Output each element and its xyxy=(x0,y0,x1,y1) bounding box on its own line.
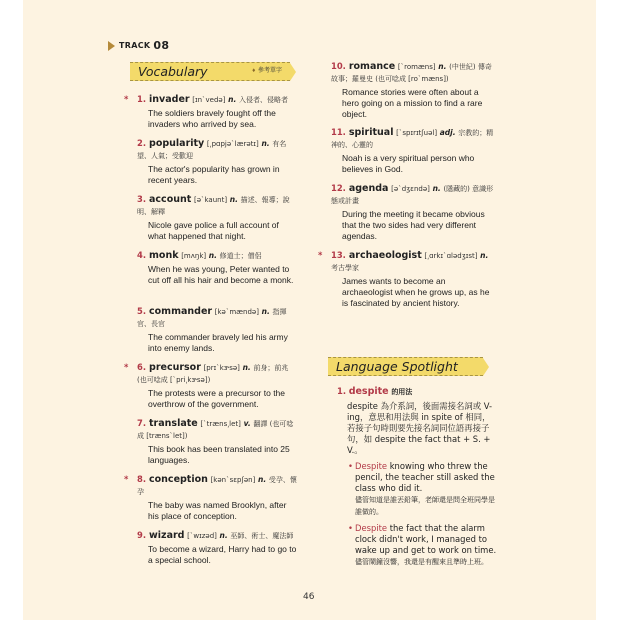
vocab-ipa: [mʌŋk] xyxy=(181,252,207,260)
star-marker: * xyxy=(318,250,323,260)
vocab-word: invader xyxy=(149,94,190,105)
vocab-word: commander xyxy=(149,306,213,317)
vocab-gloss: 巫師、術士、魔法師 xyxy=(230,532,294,540)
spotlight-block xyxy=(337,386,497,568)
page-number: 46 xyxy=(303,592,315,602)
vocab-sentence: Romance stories were often about a hero going on a mission to find a rare object. xyxy=(342,87,483,119)
vocab-word: wizard xyxy=(149,530,185,541)
vocab-sentence: Noah is a very spiritual person who believes in God. xyxy=(342,153,475,174)
vocab-entry-head xyxy=(318,250,496,274)
vocab-number: 6. xyxy=(137,362,147,372)
vocab-entry-head xyxy=(137,138,297,162)
vocab-sentence: When he was young, Peter wanted to cut off all his hair and become a monk. xyxy=(148,264,294,285)
star-marker: * xyxy=(124,362,129,372)
spotlight-keyword-suffix: 的用法 xyxy=(391,388,413,396)
vocab-sentence: The baby was named Brooklyn, after his place of conception. xyxy=(148,500,287,521)
vocab-sentence: The actor's popularity has grown in recent years. xyxy=(148,164,280,185)
language-spotlight-header xyxy=(328,357,483,376)
vocab-entry xyxy=(137,418,297,466)
vocab-number: 13. xyxy=(331,250,346,260)
vocab-ipa: [kəˋmændə] xyxy=(214,308,259,316)
vocab-entry xyxy=(331,61,496,120)
vocab-word: account xyxy=(149,194,192,205)
vocab-pos: n. xyxy=(432,184,441,193)
vocab-entry xyxy=(318,250,496,309)
vocab-sentence: Nicole gave police a full account of what happened that night. xyxy=(148,220,279,241)
vocab-entry-head xyxy=(124,474,297,498)
spotlight-example-text: the fact that the alarm clock didn't work, I managed to wake up and get to work on time. xyxy=(355,523,497,555)
vocab-entry-head xyxy=(331,127,496,151)
vocab-word: romance xyxy=(348,61,396,72)
spotlight-example-keyword: Despite xyxy=(355,523,388,533)
track-label xyxy=(108,39,169,52)
spotlight-heading xyxy=(337,386,497,398)
vocab-gloss: (隱藏的) 意識形態或計畫 xyxy=(331,185,494,205)
vocab-entry xyxy=(137,530,297,566)
vocab-pos: n. xyxy=(261,307,270,316)
vocab-number: 11. xyxy=(331,127,346,137)
vocab-gloss: 受孕、懷孕 xyxy=(137,476,297,496)
vocab-ipa: [ˋwɪzəd] xyxy=(187,532,217,540)
vocab-entry-head xyxy=(331,61,496,85)
vocab-number: 1. xyxy=(137,94,147,104)
spotlight-keyword: despite xyxy=(348,386,389,397)
vocab-sentence: James wants to become an archaeologist when he grows up, as he is fascinated by ancient history. xyxy=(342,276,490,308)
spotlight-number: 1. xyxy=(337,386,347,396)
vocab-ipa: [əˋdʒɛndə] xyxy=(391,185,430,193)
vocab-pos: n. xyxy=(438,62,447,71)
vocab-gloss: 修道士；僧侶 xyxy=(219,252,262,260)
vocab-entry xyxy=(331,127,496,175)
vocab-number: 4. xyxy=(137,250,147,260)
vocab-gloss: 翻譯 (也可唸成 [trænsˋlet]) xyxy=(137,420,294,440)
vocab-number: 10. xyxy=(331,61,346,71)
vocab-entry-head xyxy=(331,183,496,207)
vocab-ipa: [ˋspɪrɪtʃuəl] xyxy=(396,129,438,137)
vocab-pos: v. xyxy=(243,419,251,428)
vocab-gloss: (中世紀) 傳奇故事；羅曼史 (也可唸成 [roˋmæns]) xyxy=(331,63,492,83)
vocab-sentence: The commander bravely led his army into enemy lands. xyxy=(148,332,288,353)
vocab-gloss: 描述、報導；說明、解釋 xyxy=(137,196,290,216)
vocab-word: archaeologist xyxy=(348,250,422,261)
vocab-number: 3. xyxy=(137,194,147,204)
language-spotlight-title: Language Spotlight xyxy=(336,359,458,374)
vocab-number: 2. xyxy=(137,138,147,148)
vocab-ipa: [͵pɑpjəˋlærətɪ] xyxy=(206,140,259,148)
vocab-entry xyxy=(331,183,496,242)
spotlight-example xyxy=(355,461,497,518)
vocab-word: agenda xyxy=(348,183,389,194)
vocab-number: 8. xyxy=(137,474,147,484)
spotlight-example-translation: 儘管鬧鐘沒響，我還是有醒來且準時上班。 xyxy=(355,558,488,566)
vocab-entry-head xyxy=(137,530,297,542)
vocab-sentence: During the meeting it became obvious that the two sides had very different agendas. xyxy=(342,209,485,241)
vocab-pos: n. xyxy=(208,251,217,260)
vocab-pos: n. xyxy=(219,531,228,540)
vocab-gloss: 前身；前兆 (也可唸成 [ˋpri͵kɝsə]) xyxy=(137,364,289,384)
vocab-word: translate xyxy=(149,418,198,429)
vocab-ipa: [prɪˋkɝsə] xyxy=(203,364,240,372)
star-marker: * xyxy=(124,94,129,104)
vocab-entry xyxy=(124,474,297,522)
page-background xyxy=(23,0,596,620)
vocab-sentence: The soldiers bravely fought off the invaders who arrived by sea. xyxy=(148,108,276,129)
vocab-pos: adj. xyxy=(439,128,456,137)
vocab-number: 5. xyxy=(137,306,147,316)
star-marker: * xyxy=(124,474,129,484)
vocab-number: 9. xyxy=(137,530,147,540)
vocabulary-note: ♦ 參考單字 xyxy=(252,65,283,74)
vocab-sentence: This book has been translated into 25 languages. xyxy=(148,444,290,465)
vocab-sentence: To become a wizard, Harry had to go to a special school. xyxy=(148,544,297,565)
vocab-entry-head xyxy=(137,418,297,442)
vocab-pos: n. xyxy=(257,475,267,484)
vocab-gloss: 有名望、人氣；受歡迎 xyxy=(137,140,287,160)
spotlight-example-translation: 儘管知道是誰丟鉛筆，老師還是問全班同學是誰做的。 xyxy=(355,496,495,516)
vocab-pos: n. xyxy=(480,251,489,260)
vocab-ipa: [ˋtræns͵let] xyxy=(200,420,241,428)
vocab-gloss: 宗教的；精神的、心靈的 xyxy=(331,129,494,149)
vocab-ipa: [ɪnˋvedə] xyxy=(192,96,226,104)
spotlight-example xyxy=(355,523,497,568)
play-triangle-icon xyxy=(108,41,115,51)
vocab-entry-head xyxy=(137,194,297,218)
vocab-word: popularity xyxy=(149,138,205,149)
spotlight-example-keyword: Despite xyxy=(355,461,388,471)
spotlight-example-text: knowing who threw the pencil, the teacher still asked the class who did it. xyxy=(355,461,495,493)
vocab-entry xyxy=(124,362,297,410)
track-text: TRACK xyxy=(119,41,151,50)
vocab-entry xyxy=(137,250,297,286)
vocab-pos: n. xyxy=(261,139,270,148)
vocab-entry-head xyxy=(124,94,297,106)
vocab-gloss: 指揮官、長官 xyxy=(137,308,287,328)
vocabulary-header xyxy=(130,62,290,81)
vocab-number: 7. xyxy=(137,418,147,428)
vocab-word: monk xyxy=(149,250,179,261)
track-number: 08 xyxy=(153,39,170,52)
vocab-entry xyxy=(124,94,297,130)
vocab-sentence: The protests were a precursor to the overthrow of the government. xyxy=(148,388,286,409)
vocab-entry xyxy=(137,306,297,354)
vocab-entry xyxy=(137,138,297,186)
vocab-entry-head xyxy=(137,250,297,262)
vocab-ipa: [əˋkaunt] xyxy=(193,196,228,204)
vocab-entry xyxy=(137,194,297,242)
vocab-pos: n. xyxy=(228,95,237,104)
vocab-entry-head xyxy=(124,362,297,386)
vocabulary-title: Vocabulary xyxy=(138,64,208,79)
vocab-entry-head xyxy=(137,306,297,330)
vocab-gloss: 考古學家 xyxy=(331,264,359,272)
vocab-word: conception xyxy=(149,474,208,485)
vocab-word: precursor xyxy=(149,362,201,373)
vocab-pos: n. xyxy=(242,363,251,372)
vocab-ipa: [ˋromæns] xyxy=(397,63,436,71)
vocab-ipa: [͵ɑrkɪˋɑlədʒɪst] xyxy=(424,252,478,260)
vocab-word: spiritual xyxy=(348,127,394,138)
spotlight-explanation: despite 為介系詞，後面需接名詞或 V-ing，意思和用法與 in spite of 相同，若接子句時則要先接名詞同位語再接子句，如 despite the fact that + S. + V.。 xyxy=(347,401,492,455)
vocab-number: 12. xyxy=(331,183,346,193)
vocab-gloss: 入侵者、侵略者 xyxy=(239,96,288,104)
vocab-ipa: [kənˋsɛpʃən] xyxy=(210,476,256,484)
vocab-pos: n. xyxy=(229,195,238,204)
